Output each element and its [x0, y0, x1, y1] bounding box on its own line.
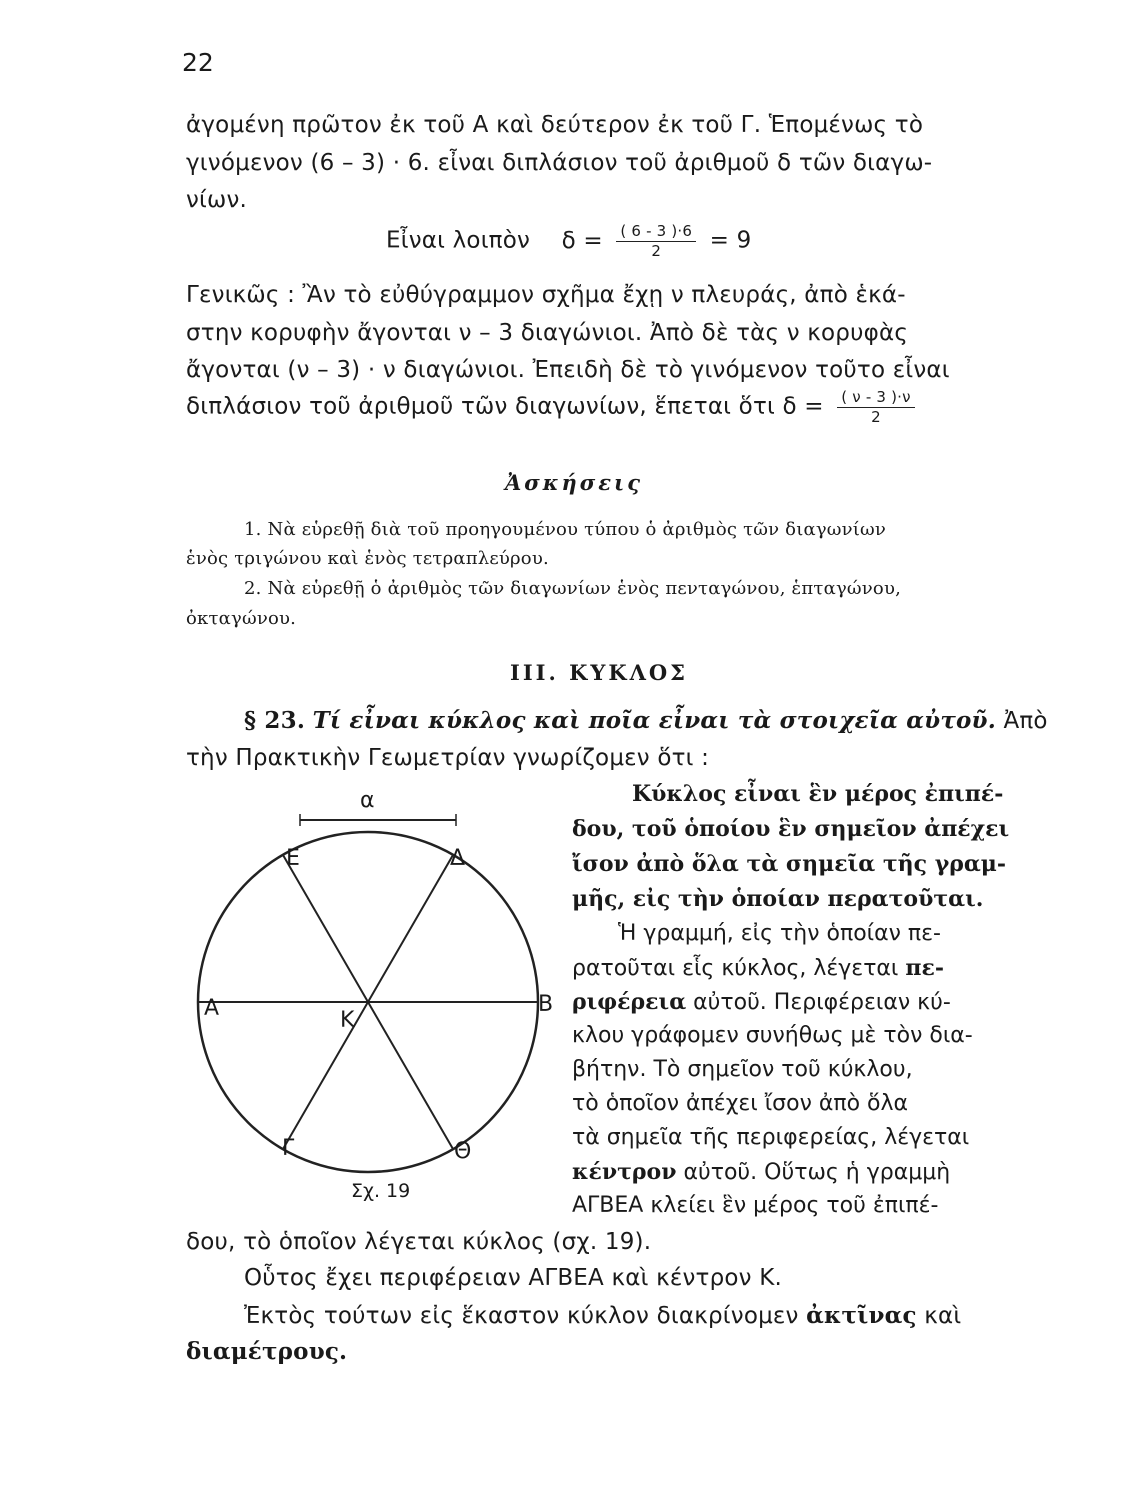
- formula-2-denominator: 2: [871, 408, 881, 426]
- formula-1-numerator: ( 6 - 3 )·6: [616, 222, 696, 242]
- col-line-4: κλου γράφομεν συνήθως μὲ τὸν δια-: [572, 1023, 973, 1048]
- paragraph-title: Τί εἶναι κύκλος καὶ ποῖα εἶναι τὰ στοιχεῖα αὐτοῦ.: [312, 707, 996, 734]
- col-line-9: ΑΓΒΕΑ κλείει ἓν μέρος τοῦ ἐπιπέ-: [572, 1193, 939, 1218]
- col-line-2-text: ρατοῦται εἷς κύκλος, λέγεται: [572, 956, 899, 981]
- intro-line-2: γινόμενον (6 – 3) · 6. εἶναι διπλάσιον τοῦ ἀριθμοῦ δ τῶν διαγω-: [186, 150, 933, 176]
- figure-19: [188, 784, 558, 1204]
- definition-line-3: ἴσον ἀπὸ ὅλα τὰ σημεῖα τῆς γραμ-: [572, 851, 1007, 877]
- closing-line-3: [244, 1302, 961, 1329]
- col-line-3: [572, 989, 951, 1015]
- col-line-3-text: αὐτοῦ. Περιφέρειαν κύ-: [693, 990, 951, 1015]
- closing-line-2: Οὗτος ἔχει περιφέρειαν ΑΓΒΕΑ καὶ κέντρον Κ.: [244, 1265, 783, 1291]
- definition-line-4: μῆς, εἰς τὴν ὁποίαν περατοῦται.: [572, 886, 984, 912]
- general-line-2: στην κορυφὴν ἄγονται ν – 3 διαγώνιοι. Ἀπὸ δὲ τὰς ν κορυφὰς: [186, 320, 909, 346]
- formula-1: [386, 222, 752, 260]
- col-line-3-bold: ριφέρεια: [572, 989, 687, 1015]
- formula-1-fraction: [616, 222, 696, 260]
- formula-1-result: = 9: [709, 227, 752, 254]
- general-line-1: Γενικῶς : Ἂν τὸ εὐθύγραμμον σχῆμα ἔχῃ ν πλευράς, ἀπὸ ἑκά-: [186, 282, 906, 308]
- paragraph-line-2: τὴν Πρακτικὴν Γεωμετρίαν γνωρίζομεν ὅτι :: [186, 745, 710, 771]
- col-line-2-bold: πε-: [905, 955, 944, 981]
- col-line-8: [572, 1159, 950, 1185]
- exercise-2-cont: ὀκταγώνου.: [186, 608, 297, 629]
- closing-line-3-b: καὶ: [924, 1303, 962, 1329]
- formula-1-denominator: 2: [651, 242, 662, 260]
- paragraph-after-title: Ἀπὸ: [1003, 708, 1048, 734]
- intro-line-3: νίων.: [186, 187, 248, 213]
- point-label-T: Θ: [454, 1139, 472, 1164]
- paragraph-number: § 23.: [244, 707, 306, 734]
- closing-line-3-bold: ἀκτῖνας: [806, 1302, 917, 1329]
- point-label-G: Γ: [282, 1136, 295, 1161]
- exercise-1-cont: ἑνὸς τριγώνου καὶ ἑνὸς τετραπλεύρου.: [186, 548, 549, 569]
- general-line-3: ἄγονται (ν – 3) · ν διαγώνιοι. Ἐπειδὴ δὲ τὸ γινόμενον τοῦτο εἶναι: [186, 357, 950, 383]
- formula-2-lead: διπλάσιον τοῦ ἀριθμοῦ τῶν διαγωνίων, ἕπεται ὅτι δ =: [186, 393, 824, 420]
- exercise-1: 1. Νὰ εὑρεθῇ διὰ τοῦ προηγουμένου τύπου ὁ ἀριθμὸς τῶν διαγωνίων: [244, 519, 887, 540]
- col-line-6: τὸ ὁποῖον ἀπέχει ἴσον ἀπὸ ὅλα: [572, 1091, 909, 1116]
- col-line-1: Ἡ γραμμή, εἰς τὴν ὁποίαν πε-: [618, 921, 941, 946]
- formula-1-lhs: δ =: [561, 227, 603, 254]
- figure-caption: Σχ. 19: [351, 1180, 411, 1202]
- col-line-7: τὰ σημεῖα τῆς περιφερείας, λέγεται: [572, 1125, 970, 1150]
- exercises-title: Ἀσκήσεις: [505, 470, 643, 495]
- circle-diagram: [188, 784, 558, 1204]
- exercise-2: 2. Νὰ εὑρεθῇ ὁ ἀριθμὸς τῶν διαγωνίων ἑνὸς πενταγώνου, ἑπταγώνου,: [244, 578, 902, 599]
- point-label-B: Β: [538, 992, 554, 1017]
- section-title: ΙΙΙ. ΚΥΚΛΟΣ: [510, 660, 689, 685]
- definition-line-2: δου, τοῦ ὁποίου ἓν σημεῖον ἀπέχει: [572, 816, 1010, 842]
- point-label-E: Ε: [286, 846, 300, 871]
- point-label-D: Δ: [450, 846, 466, 871]
- formula-2-numerator: ( ν - 3 )·ν: [837, 388, 914, 408]
- definition-line-1: Κύκλος εἶναι ἓν μέρος ἐπιπέ-: [632, 781, 1004, 807]
- radius-label-alpha: α: [360, 788, 375, 813]
- closing-line-4: διαμέτρους.: [186, 1338, 348, 1365]
- col-line-5: βήτην. Τὸ σημεῖον τοῦ κύκλου,: [572, 1057, 913, 1082]
- page-number: 22: [182, 48, 214, 77]
- point-label-K: Κ: [340, 1008, 355, 1033]
- point-label-A: Α: [204, 996, 220, 1021]
- col-line-8-bold: κέντρον: [572, 1159, 677, 1185]
- col-line-8-text: αὐτοῦ. Οὕτως ἡ γραμμὴ: [683, 1160, 951, 1185]
- col-line-2: [572, 955, 944, 981]
- intro-line-1: ἀγομένη πρῶτον ἐκ τοῦ Α καὶ δεύτερον ἐκ τοῦ Γ. Ἑπομένως τὸ: [186, 112, 924, 138]
- formula-2: [186, 388, 921, 426]
- closing-line-1: δου, τὸ ὁποῖον λέγεται κύκλος (σχ. 19).: [186, 1229, 652, 1255]
- paragraph-heading: [244, 707, 1048, 734]
- formula-2-fraction: [837, 388, 914, 426]
- formula-1-lead: Εἶναι λοιπὸν: [386, 227, 531, 254]
- closing-line-3-a: Ἐκτὸς τούτων εἰς ἕκαστον κύκλον διακρίνομεν: [244, 1303, 799, 1329]
